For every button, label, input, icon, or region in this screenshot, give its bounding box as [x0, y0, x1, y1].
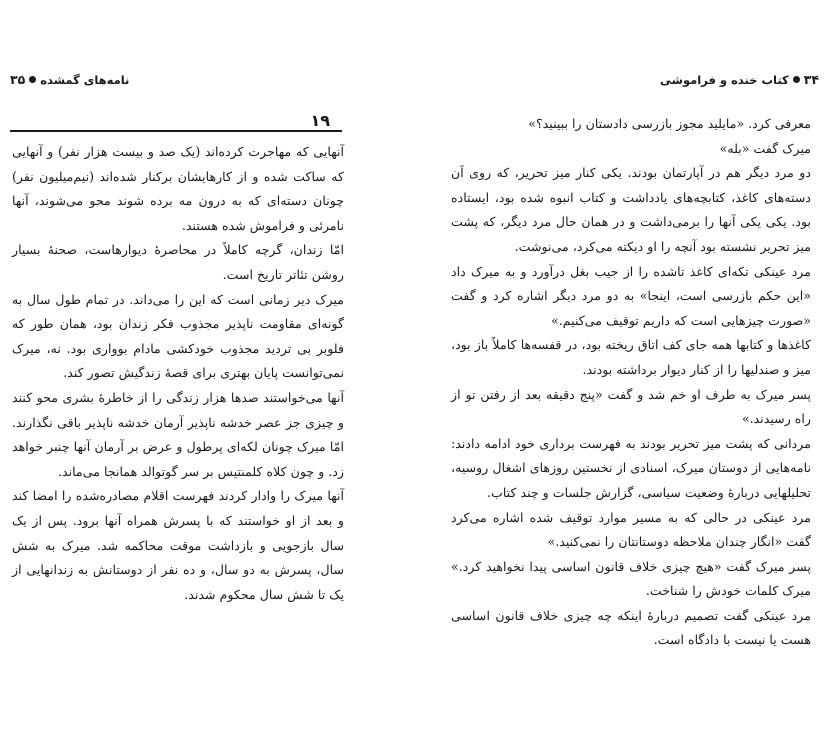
right-running-head [660, 72, 819, 87]
right-running-title: کتاب خنده و فراموشی [660, 72, 789, 87]
paragraph: کاغذها و کتابها همه جای کف اتاق ریخته بود، در قفسه‌ها کاملاً باز بود، میز و صندلیها را از کنار دیوار برداشته بودند. [451, 337, 811, 377]
paragraph: پسر میرک به طرف او خم شد و گفت «پنج دقیقه بعد از رفتن تو از راه رسیدند.» [451, 386, 811, 427]
paragraph: آنها می‌خواستند صدها هزار زندگی را از خاطرهٔ بشری محو کنند و چیزی جز عصر خدشه ناپذیر آرمان خدشه ناپذیر باقی نگذارند. امّا میرک چونان لکه‌ای پرطول و عرض بر آرمان آنها چنبر خواهد زد. و چون کلاه کلمنتیس بر سر گوتوالد همانجا می‌ماند. [12, 389, 344, 479]
bullet-dot-icon [29, 76, 36, 83]
paragraph: معرفی کرد. «مایلید مجوز بازرسی دادستان را ببینید؟» [528, 116, 811, 131]
paragraph: مرد عینکی در حالی که به مسیر موارد توقیف شده اشاره می‌کرد گفت «انگار چندان ملاحظه دوستانتان را نمی‌کنید.» [451, 509, 811, 550]
paragraph: دو مرد دیگر هم در آپارتمان بودند. یکی کنار میز تحریر، که روی آن دسته‌های کاغذ، کتابچه‌های یادداشت و کتاب انبوه شده بود، ایستاده بود. یکی یکی آنها را برمی‌داشت و در همان حال مرد دیگر، که پشت میز تحریر نشسته بود آنچه را او دیکته می‌کرد، می‌نوشت. [451, 165, 811, 254]
left-body-text [12, 140, 344, 607]
paragraph: میرک دیر زمانی است که این را می‌داند. در تمام طول سال به گونه‌ای مقاومت ناپذیر مجذوب فکر زندان بود، همان طور که فلوبر بی تردید مجذوب خودکشی مادام بوواری بود. نه، میرک نمی‌توانست پایان بهتری برای قصهٔ زندگیش تصور کند. [12, 291, 344, 381]
paragraph: مرد عینکی تکه‌ای کاغذ تاشده را از جیب بغل درآورد و به میرک داد «این حکم بازرسی است، اینجا» به دو مرد دیگر اشاره کرد و گفت «صورت چیزهایی است که داریم توقیف می‌کنیم.» [451, 263, 811, 328]
left-page [0, 0, 418, 738]
paragraph: آنها میرک را وادار کردند فهرست اقلام مصادره‌شده را امضا کند و بعد از او خواستند که با پسرش همراه آنها برود. پس از یک سال بازجویی و بازداشت موقت محاکمه شد. میرک به شش سال، پسرش به دو سال، و ده نفر از دوستانش به زندانهایی از یک تا شش سال محکوم شدند. [12, 488, 344, 602]
paragraph: مردانی که پشت میز تحریر بودند به فهرست برداری خود ادامه دادند: نامه‌هایی از دوستان میرک، اسنادی از نخستین روزهای اشغال روسیه، تحلیلهایی دربارهٔ وضعیت سیاسی، گزارش جلسات و چند کتاب. [451, 435, 811, 500]
bullet-dot-icon [793, 76, 800, 83]
paragraph: میرک گفت «بله» [719, 140, 811, 156]
left-page-number: ۳۵ [10, 72, 26, 87]
paragraph: مرد عینکی گفت تصمیم دربارهٔ اینکه چه چیزی خلاف قانون اساسی هست یا نیست با دادگاه است. [451, 607, 811, 648]
left-running-head [10, 72, 129, 87]
left-running-title: نامه‌های گمشده [40, 72, 130, 87]
right-page [420, 0, 839, 738]
right-body-text [451, 112, 811, 653]
paragraph: پسر میرک گفت «هیچ چیزی خلاف قانون اساسی پیدا نخواهید کرد.» میرک کلمات خودش را شناخت. [451, 558, 811, 599]
chapter-number: ۱۹ [310, 111, 330, 130]
right-page-number: ۳۴ [803, 72, 819, 87]
paragraph: آنهایی که مهاجرت کرده‌اند (یک صد و بیست هزار نفر) و آنهایی که ساکت شده و از کارهایشان برکنار شده‌اند (نیم‌میلیون نفر) چونان دسته‌ای که به درون مه برده شوند محو می‌شوند، آنها نامرئی و فراموش شده هستند. [12, 144, 344, 233]
paragraph: امّا زندان، گرچه کاملاً در محاصرهٔ دیوارهاست، صحنهٔ بسیار روشن تئاتر تاریخ است. [12, 242, 344, 282]
chapter-rule [10, 130, 342, 132]
